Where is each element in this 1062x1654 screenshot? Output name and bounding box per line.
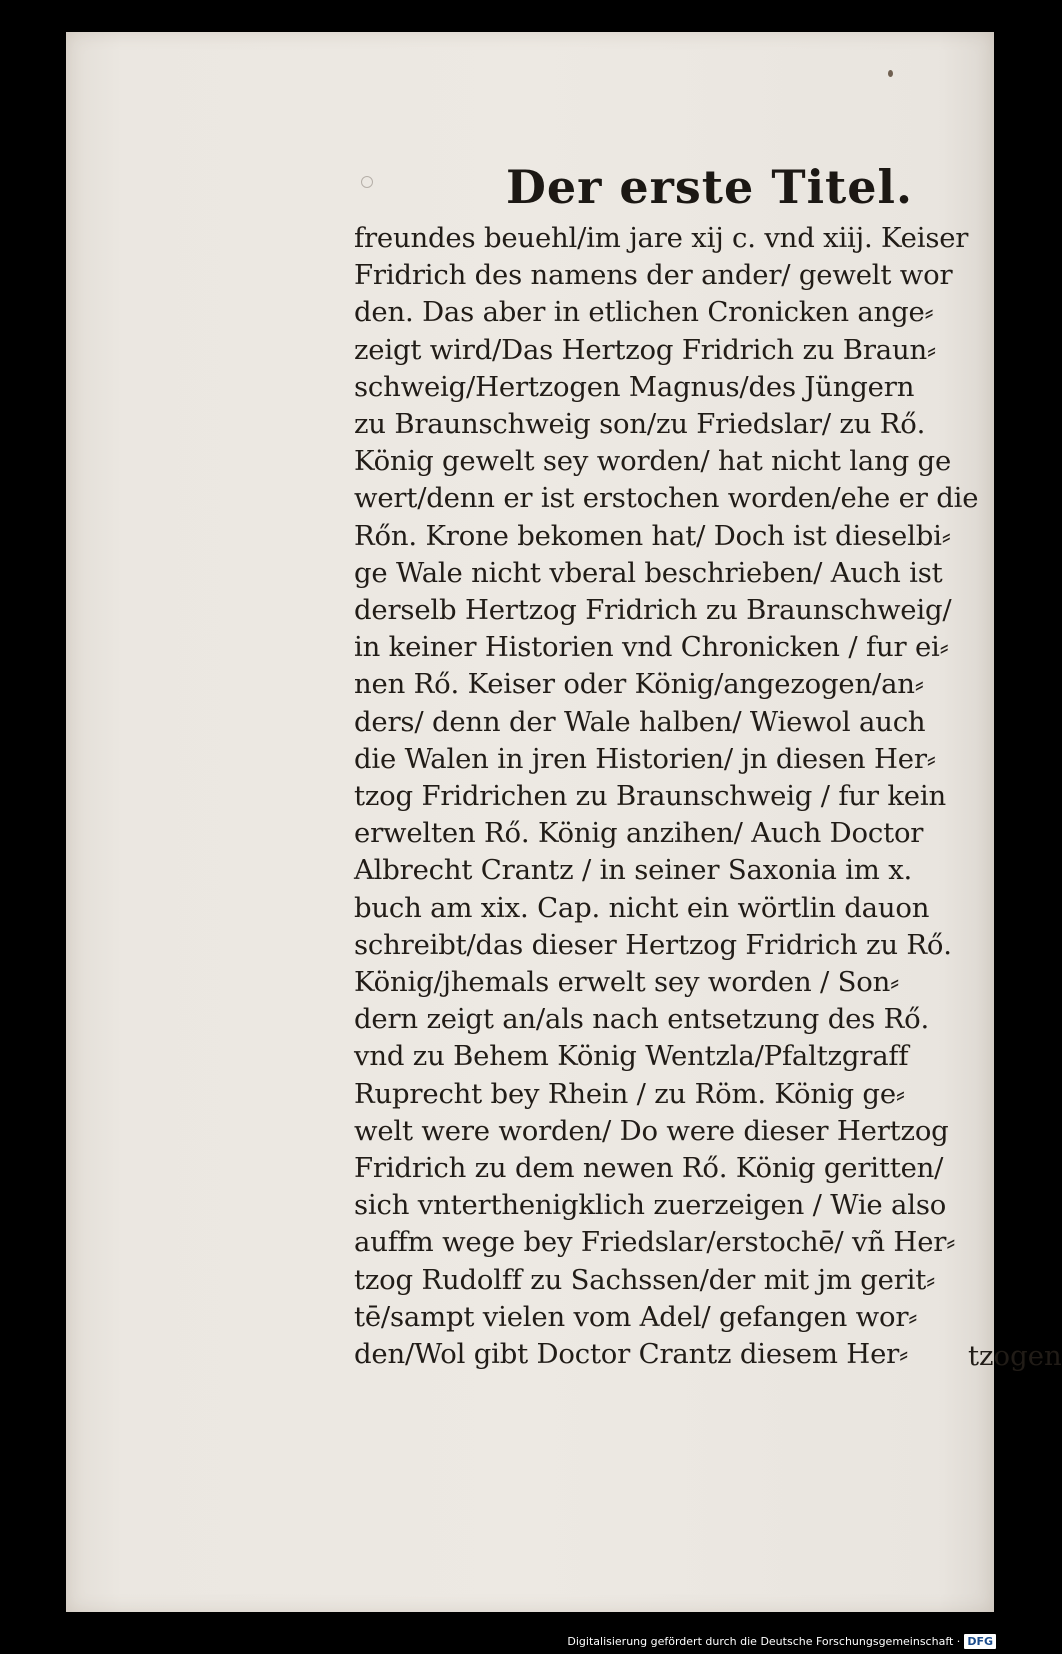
text-line: freundes beuehl/im jare xij c. vnd xiij. Keiser	[354, 222, 969, 254]
text-line: dern zeigt an/als nach entsetzung des Rő.	[354, 1003, 930, 1036]
text-line: schreibt/das dieser Hertzog Fridrich zu Rő.	[354, 928, 952, 961]
text-line: zeigt wird/Das Hertzog Fridrich zu Braun⸗	[354, 333, 936, 366]
text-line: tē/sampt vielen vom Adel/ gefangen wor⸗	[354, 1300, 918, 1333]
text-line: die Walen in jren Historien/ jn diesen Her⸗	[354, 742, 936, 775]
text-line: König/jhemals erwelt sey worden / Son⸗	[354, 966, 900, 999]
text-line: nen Rő. Keiser oder König/angezogen/an⸗	[354, 668, 924, 701]
text-line: welt were worden/ Do were dieser Hertzog	[354, 1114, 949, 1147]
text-line: in keiner Historien vnd Chronicken / fur ei⸗	[354, 631, 949, 664]
text-line: Fridrich zu dem newen Rő. König geritten/	[354, 1152, 944, 1185]
text-line: Fridrich des namens der ander/ gewelt wor	[354, 259, 953, 292]
text-line: schweig/Hertzogen Magnus/des Jüngern	[354, 370, 915, 403]
page-title: Der erste Titel.	[506, 160, 914, 214]
text-line: buch am xix. Cap. nicht ein wörtlin dauon	[354, 891, 930, 924]
book-page	[66, 32, 1062, 1612]
text-line: König gewelt sey worden/ hat nicht lang ge	[354, 445, 952, 478]
dfg-logo: DFG	[964, 1634, 996, 1649]
body-text	[354, 220, 1024, 1373]
text-line: den. Das aber in etlichen Cronicken ange⸗	[354, 296, 934, 329]
text-line: den/Wol gibt Doctor Crantz diesem Her⸗	[354, 1338, 909, 1371]
catchword: tzogen	[968, 1340, 1062, 1372]
ink-stain	[888, 70, 893, 77]
text-line: sich vnterthenigklich zuerzeigen / Wie also	[354, 1189, 947, 1222]
text-line: tzog Fridrichen zu Braunschweig / fur kein	[354, 780, 946, 813]
text-line: ders/ denn der Wale halben/ Wiewol auch	[354, 705, 926, 738]
text-line: tzog Rudolff zu Sachssen/der mit jm gerit⸗	[354, 1263, 936, 1296]
footer-text: Digitalisierung gefördert durch die Deutsche Forschungsgemeinschaft ·	[567, 1634, 961, 1648]
text-line: derselb Hertzog Fridrich zu Braunschweig/	[354, 594, 952, 627]
text-line: vnd zu Behem König Wentzla/Pfaltzgraff	[354, 1040, 909, 1073]
text-line: ge Wale nicht vberal beschrieben/ Auch ist	[354, 556, 943, 589]
text-line: auffm wege bey Friedslar/erstochē/ vñ Her⸗	[354, 1226, 956, 1259]
text-line: Ruprecht bey Rhein / zu Röm. König ge⸗	[354, 1077, 905, 1110]
text-line: wert/denn er ist erstochen worden/ehe er die	[354, 482, 979, 515]
text-line: Rőn. Krone bekomen hat/ Doch ist dieselbi⸗	[354, 519, 951, 552]
text-line: Albrecht Crantz / in seiner Saxonia im x.	[354, 854, 913, 887]
text-line: zu Braunschweig son/zu Friedslar/ zu Rő.	[354, 408, 926, 441]
footer-credit	[567, 1630, 996, 1652]
text-line: erwelten Rő. König anzihen/ Auch Doctor	[354, 817, 924, 850]
page-mark	[361, 176, 373, 188]
